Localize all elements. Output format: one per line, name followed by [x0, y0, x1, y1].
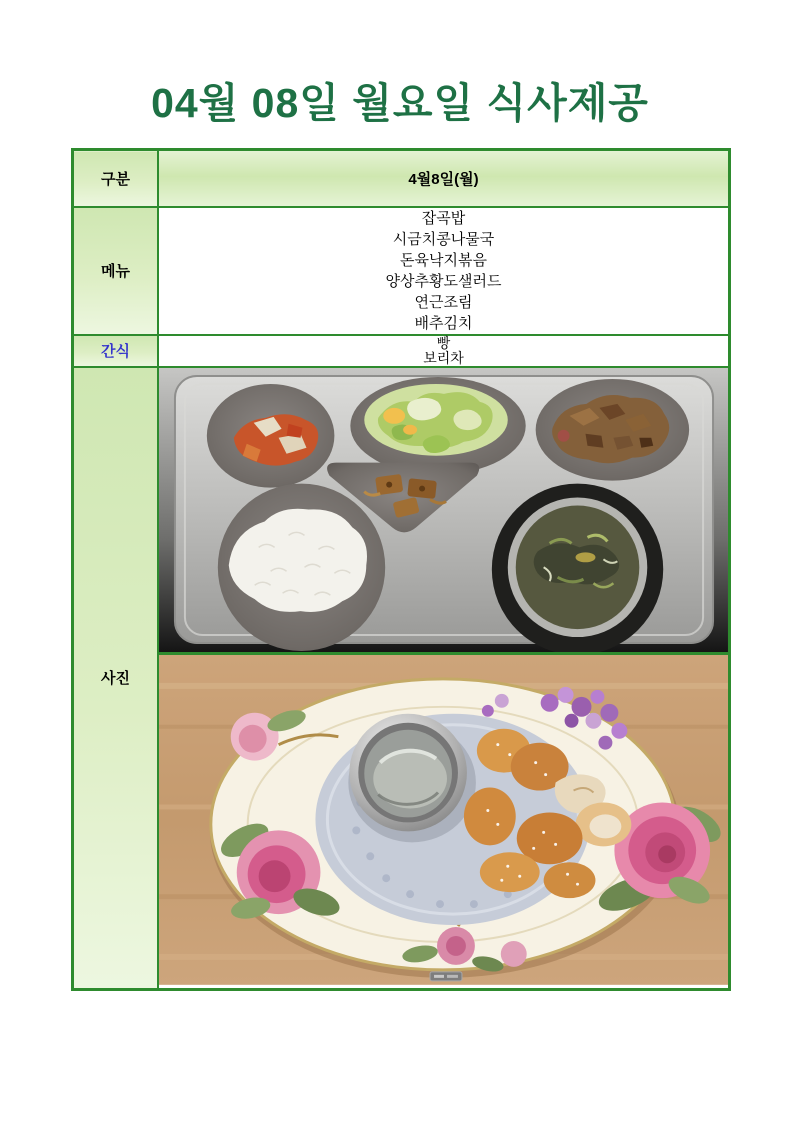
menu-item: 연근조림: [414, 293, 473, 311]
menu-row-label: 메뉴: [73, 207, 159, 335]
photo-stack: [159, 368, 728, 986]
menu-item: 배추김치: [414, 314, 473, 332]
snack-cell: [158, 335, 730, 367]
photo-row-label: 사진: [73, 367, 159, 990]
date-cell: 4월8일(월): [158, 150, 730, 207]
menu-cell: [158, 207, 730, 335]
snack-row: [73, 335, 730, 367]
snack-list: [159, 336, 728, 366]
snack-row-label: 간식: [73, 335, 159, 367]
menu-item: 잡곡밥: [421, 209, 466, 227]
menu-row: [73, 207, 730, 335]
snack-item: 보리차: [423, 349, 464, 366]
snack-item: 빵: [436, 334, 451, 351]
page-title: 04월 08일 월요일 식사제공: [151, 80, 649, 126]
menu-item: 돈육낙지볶음: [400, 251, 487, 269]
snack-plate-photo: [159, 655, 728, 985]
menu-item: 시금치콩나물국: [392, 230, 495, 248]
menu-item: 양상추황도샐러드: [385, 272, 502, 290]
photo-cell: [158, 367, 730, 990]
meal-tray-photo: [159, 368, 728, 653]
category-row: [73, 150, 730, 207]
photo-row: [73, 367, 730, 990]
menu-list: [159, 208, 728, 334]
camera-watermark: [430, 972, 462, 981]
salad-food: [364, 383, 507, 455]
meal-table: [71, 148, 731, 991]
category-row-label: 구분: [73, 150, 159, 207]
